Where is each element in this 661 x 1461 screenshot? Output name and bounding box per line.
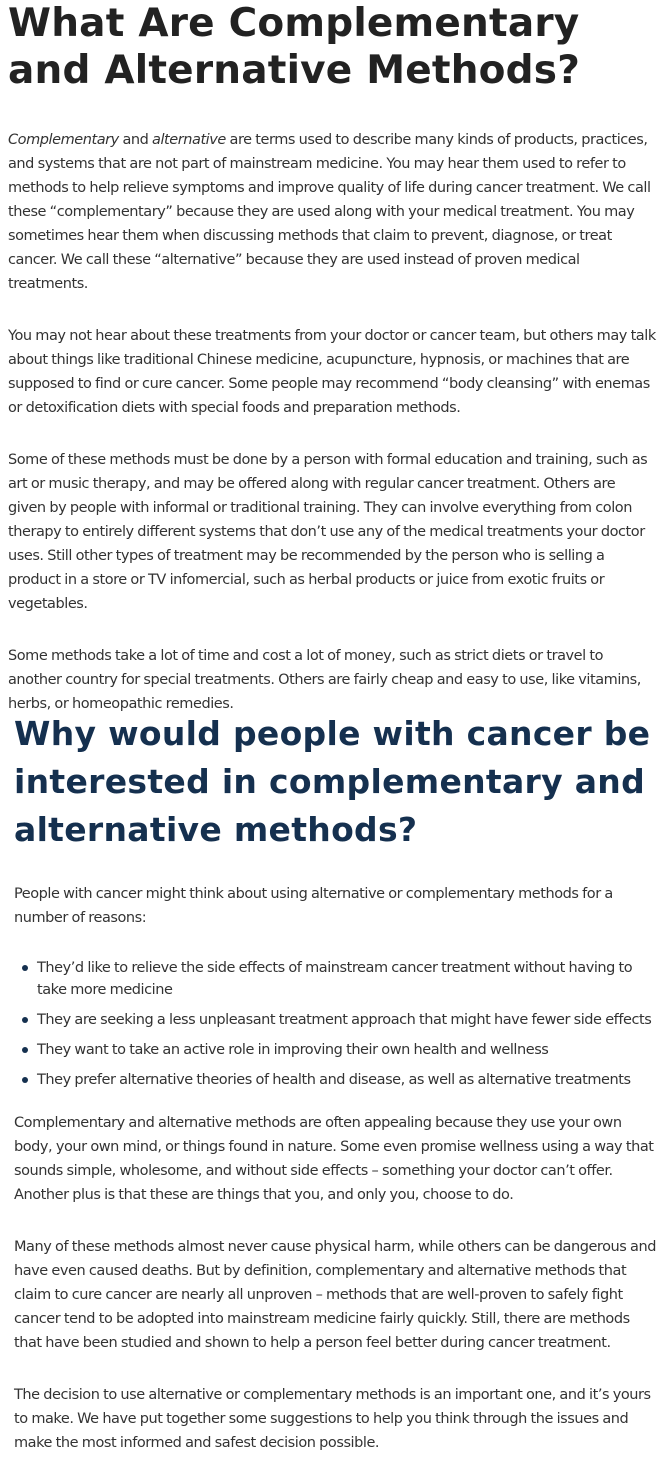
page-title: What Are Complementary and Alternative Methods?: [8, 1, 581, 93]
list-item: [14, 1009, 656, 1031]
paragraph-intro: People with cancer might think about using alternative or complementary methods for a number of reasons:: [14, 886, 613, 926]
bullet-dot-icon: [22, 1017, 28, 1023]
list-item: [14, 1039, 656, 1061]
paragraph-decision: The decision to use alternative or complementary methods is an important one, and it’s yours to make. We have put together some suggestions to help you think through the issues and make the most informed and safest decision possible.: [14, 1387, 651, 1451]
bullet-dot-icon: [22, 965, 28, 971]
paragraph-harm: Many of these methods almost never cause physical harm, while others can be dangerous and have even caused deaths. But by definition, complementary and alternative methods that claim to cure cancer are nearly all unproven – methods that are well-proven to safely fight cancer tend to be adopted into mainstream medicine fairly quickly. Still, there are methods that have been studied and shown to help a person feel better during cancer treatment.: [14, 1239, 656, 1351]
section-heading: Why would people with cancer be interested in complementary and alternative methods?: [14, 714, 651, 849]
section-what-are-methods: [8, 0, 656, 716]
list-item: [14, 1069, 656, 1091]
paragraph-appeal: Complementary and alternative methods are often appealing because they use your own body, your own mind, or things found in nature. Some even promise wellness using a way that sounds simple, wholesome, and without side effects – something your doctor can’t offer. Another plus is that these are things that you, and only you, choose to do.: [14, 1115, 654, 1203]
definition-text: are terms used to describe many kinds of products, practices, and systems that are not part of mainstream medicine. You may hear them used to refer to methods to help relieve symptoms and improve quality of life during cancer treatment. We call these “complementary” because they are used along with your medical treatment. You may sometimes hear them when discussing methods that claim to prevent, diagnose, or treat cancer. We call these “alternative” because they are used instead of proven medical treatments.: [8, 132, 651, 292]
reasons-list: [14, 957, 656, 1091]
list-item-text: They are seeking a less unpleasant treatment approach that might have fewer side effects: [37, 1012, 652, 1028]
paragraph-treatments: You may not hear about these treatments from your doctor or cancer team, but others may talk about things like traditional Chinese medicine, acupuncture, hypnosis, or machines that are supposed to find or cure cancer. Some people may recommend “body cleansing” with enemas or detoxification diets with special foods and preparation methods.: [8, 328, 656, 416]
text-and: and: [118, 132, 153, 148]
bullet-dot-icon: [22, 1047, 28, 1053]
section-why-interested: [14, 710, 656, 1455]
bullet-dot-icon: [22, 1077, 28, 1083]
paragraph-training: Some of these methods must be done by a person with formal education and training, such as art or music therapy, and may be offered along with regular cancer treatment. Others are given by people with informal or traditional training. They can involve everything from colon therapy to entirely different systems that don’t use any of the medical treatments your doctor uses. Still other types of treatment may be recommended by the person who is selling a product in a store or TV infomercial, such as herbal products or juice from exotic fruits or vegetables.: [8, 452, 648, 612]
list-item: [14, 957, 656, 1001]
paragraph-cost: Some methods take a lot of time and cost a lot of money, such as strict diets or travel to another country for special treatments. Others are fairly cheap and easy to use, like vitamins, herbs, or homeopathic remedies.: [8, 648, 641, 712]
list-item-text: They’d like to relieve the side effects of mainstream cancer treatment without having to take more medicine: [37, 960, 633, 998]
list-item-text: They want to take an active role in improving their own health and wellness: [37, 1042, 549, 1058]
term-complementary: Complementary: [8, 132, 119, 148]
term-alternative: alternative: [152, 132, 226, 148]
paragraph-definition: [8, 128, 656, 296]
list-item-text: They prefer alternative theories of health and disease, as well as alternative treatments: [37, 1072, 631, 1088]
